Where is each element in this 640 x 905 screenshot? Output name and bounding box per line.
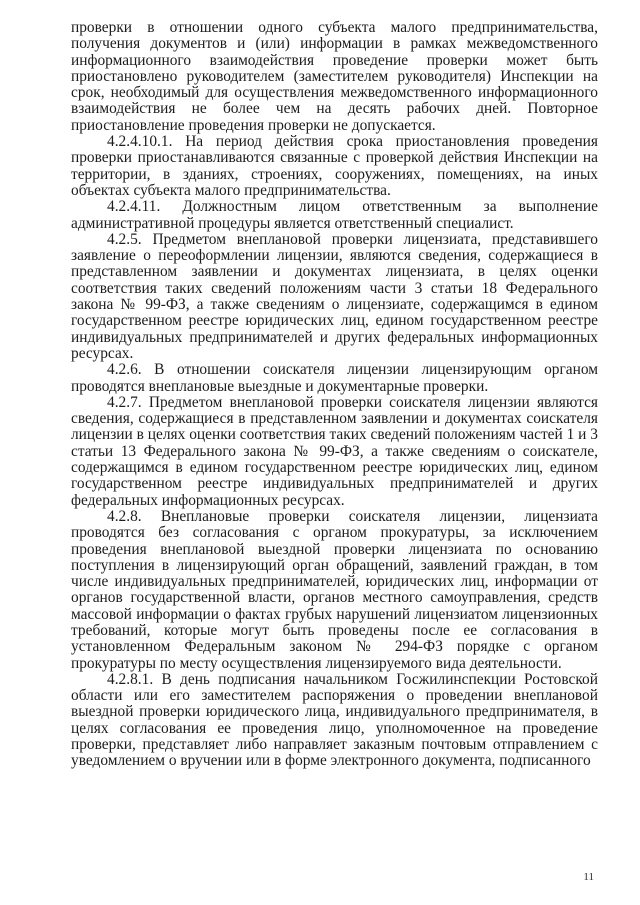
page-number: 11: [583, 871, 594, 883]
paragraph-4-2-8-1: 4.2.8.1. В день подписания начальником Госжилинспекции Ростовской области или его заместителем распоряжения о проведении внеплановой выездной проверки юридического лица, индивидуального предпринимателя, в целях согласования ее проведения лицо, уполномоченное на проведение проверки, представляет либо направляет заказным почтовым отправлением с уведомлением о вручении или в форме электронного документа, подписанного: [71, 670, 598, 770]
paragraph-4-2-8: 4.2.8. Внеплановые проверки соискателя лицензии, лицензиата проводятся без согласования с органом прокуратуры, за исключением проведения внеплановой выездной проверки лицензиата по основанию поступления в лицензирующий орган обращений, заявлений граждан, в том числе индивидуальных предпринимателей, юридических лиц, информации от органов государственной власти, органов местного самоуправления, средств массовой информации о фактах грубых нарушений лицензиатом лицензионных требований, которые могут быть проведены после ее согласования в установленном Федеральным законом № 294-ФЗ порядке с органом прокуратуры по месту осуществления лицензируемого вида деятельности.: [71, 507, 598, 672]
paragraph-4-2-4-10-1: 4.2.4.10.1. На период действия срока приостановления проведения проверки приостанавливаются связанные с проверкой действия Инспекции на территории, в зданиях, строениях, сооружениях, помещениях, на иных объектах субъекта малого предпринимательства.: [71, 133, 598, 199]
body-text: [71, 20, 598, 770]
paragraph-4-2-4-11: 4.2.4.11. Должностным лицом ответственным за выполнение административной процедуры является ответственный специалист.: [71, 198, 598, 232]
paragraph-4-2-6: 4.2.6. В отношении соискателя лицензии лицензирующим органом проводятся внеплановые выездные и документарные проверки.: [71, 361, 598, 395]
paragraph-continuation: проверки в отношении одного субъекта малого предпринимательства, получения документов и (или) информации в рамках межведомственного информационного взаимодействия проведение проверки может быть приостановлено руководителем (заместителем руководителя) Инспекции на срок, необходимый для осуществления межведомственного информационного взаимодействия не более чем на десять рабочих дней. Повторное приостановление проведения проверки не допускается.: [71, 19, 598, 134]
paragraph-4-2-7: 4.2.7. Предметом внеплановой проверки соискателя лицензии являются сведения, содержащиеся в представленном заявлении и документах соискателя лицензии в целях оценки соответствия таких сведений положениям частей 1 и 3 статьи 13 Федерального закона № 99-ФЗ, а также сведениям о соискателе, содержащимся в едином государственном реестре юридических лиц, едином государственном реестре индивидуальных предпринимателей и других федеральных информационных ресурсах.: [71, 393, 598, 509]
paragraph-4-2-5: 4.2.5. Предметом внеплановой проверки лицензиата, представившего заявление о переоформлении лицензии, являются сведения, содержащиеся в представленном заявлении и документах лицензиата, в целях оценки соответствия таких сведений положениям части 3 статьи 18 Федерального закона № 99-ФЗ, а также сведениям о лицензиате, содержащимся в едином государственном реестре юридических лиц, едином государственном реестре индивидуальных предпринимателей и других федеральных информационных ресурсах.: [71, 230, 598, 362]
